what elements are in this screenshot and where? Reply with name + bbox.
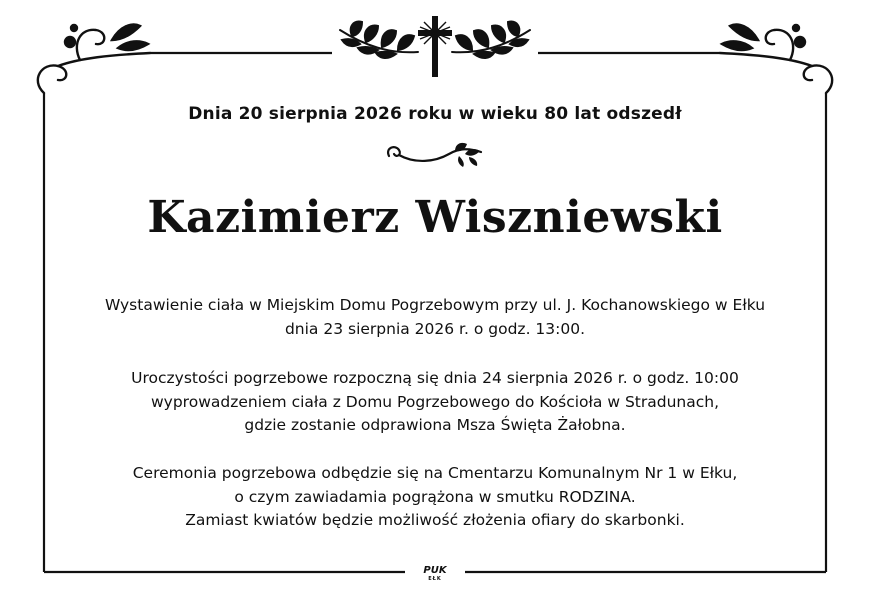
paragraph-line: Wystawienie ciała w Miejskim Domu Pogrzebowym przy ul. J. Kochanowskiego w Ełku <box>104 296 766 314</box>
corner-flourish-icon <box>38 25 150 93</box>
laurel-branch-icon <box>452 22 530 58</box>
paragraph-line: wyprowadzeniem ciała z Domu Pogrzebowego do Kościoła w Stradunach, <box>150 392 719 411</box>
viewing-paragraph <box>0 294 870 341</box>
paragraph-line: o czym zawiadamia pogrążona w smutku RODZINA. <box>234 487 636 506</box>
deceased-name: Kazimierz Wiszniewski <box>147 192 723 243</box>
date-line: Dnia 20 sierpnia 2026 roku w wieku 80 lat odszedł <box>188 104 682 124</box>
burial-paragraph <box>0 462 870 533</box>
leaf-divider-icon <box>385 142 485 168</box>
laurel-branch-icon <box>340 22 418 58</box>
paragraph-line: Zamiast kwiatów będzie możliwość złożenia ofiary do skarbonki. <box>185 511 685 529</box>
paragraph-line: Uroczystości pogrzebowe rozpoczną się dnia 24 sierpnia 2026 r. o godz. 10:00 <box>131 369 739 387</box>
paragraph-line: Ceremonia pogrzebowa odbędzie się na Cmentarzu Komunalnym Nr 1 w Ełku, <box>132 464 738 482</box>
logo-main-text: PUK <box>423 565 447 576</box>
ceremony-paragraph <box>0 367 870 438</box>
logo-sub-text: EŁK <box>428 576 442 582</box>
paragraph-line: dnia 23 sierpnia 2026 r. o godz. 13:00. <box>284 319 586 338</box>
puk-logo <box>411 563 459 585</box>
paragraph-line: gdzie zostanie odprawiona Msza Święta Żałobna. <box>244 416 626 434</box>
cross-icon <box>418 16 452 77</box>
corner-flourish-icon <box>720 25 832 93</box>
